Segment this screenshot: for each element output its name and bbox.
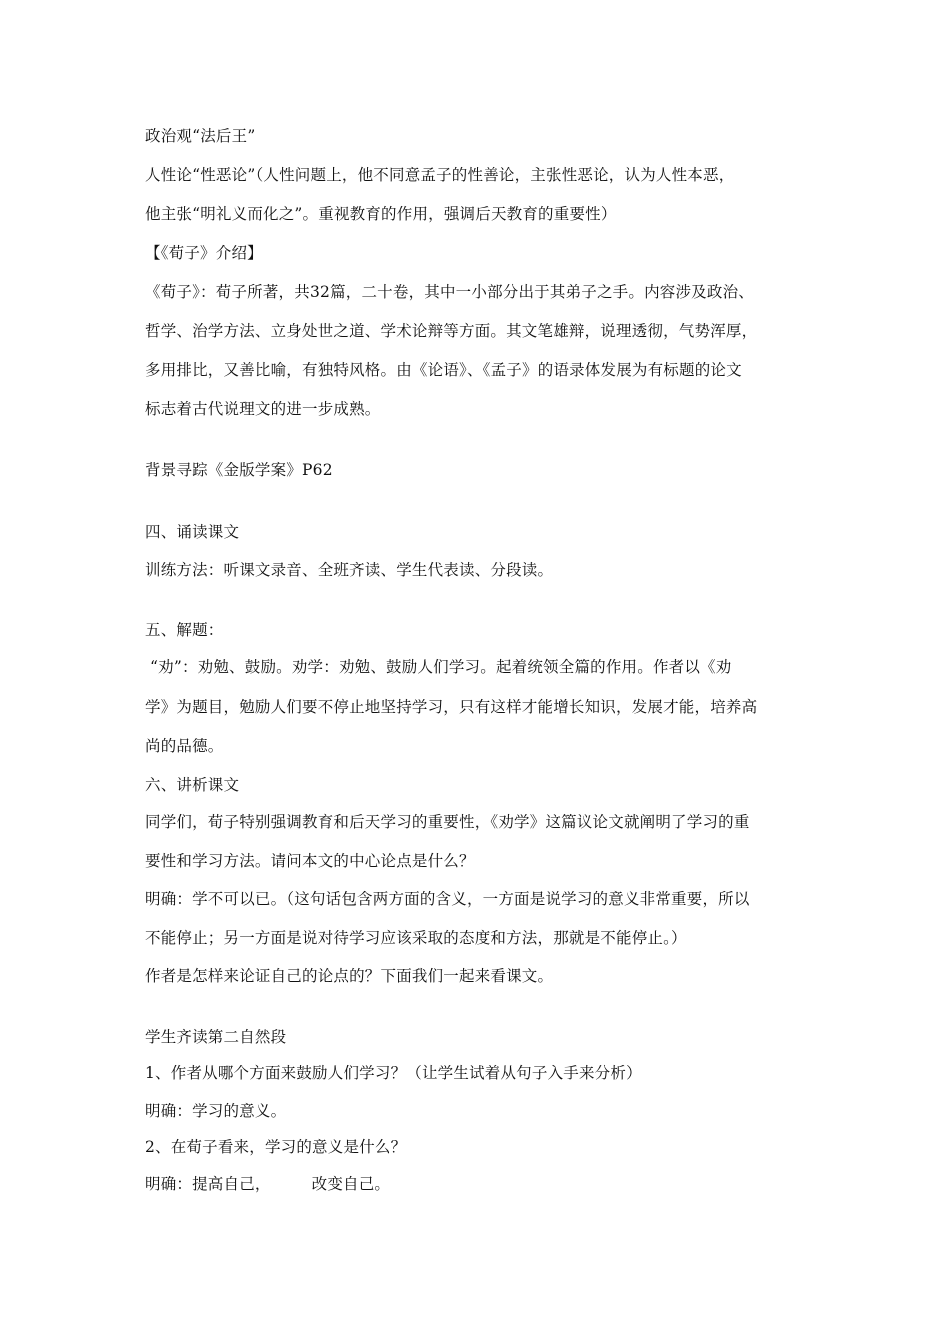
text-line-human-nature-cont: 他主张“明礼义而化之”。重视教育的作用，强调后天教育的重要性） xyxy=(145,205,617,223)
text-line-answer-q2: 明确：提高自己， 改变自己。 xyxy=(145,1175,391,1193)
text-line-question: 作者是怎样来论证自己的论点的？下面我们一起来看课文。 xyxy=(145,967,554,985)
text-line-xunzi-3: 多用排比，又善比喻，有独特风格。由《论语》、《孟子》的语录体发展为有标题的论文 xyxy=(145,361,742,379)
section-heading-recite: 四、诵读课文 xyxy=(145,523,240,541)
text-line-training-method: 训练方法：听课文录音、全班齐读、学生代表读、分段读。 xyxy=(145,561,554,579)
text-line-explain-2: 学》为题目，勉励人们要不停止地坚持学习，只有这样才能增长知识，发展才能，培养高 xyxy=(145,698,758,716)
text-line-answer-2: 不能停止；另一方面是说对待学习应该采取的态度和方法，那就是不能停止。） xyxy=(145,929,687,947)
text-line-xunzi-1: 《荀子》：荀子所著，共32篇，二十卷，其中一小部分出于其弟子之手。内容涉及政治、 xyxy=(145,283,754,301)
section-heading-analysis: 六、讲析课文 xyxy=(145,776,240,794)
text-line-question-1: 1、作者从哪个方面来鼓励人们学习？（让学生试着从句子入手来分析） xyxy=(145,1064,642,1082)
text-line-answer-1: 明确：学不可以已。（这句话包含两方面的含义，一方面是说学习的意义非常重要，所以 xyxy=(145,890,750,908)
text-line-question-2: 2、在荀子看来，学习的意义是什么？ xyxy=(145,1138,407,1156)
text-line-answer-q1: 明确：学习的意义。 xyxy=(145,1102,287,1120)
text-line-background: 背景寻踪《金版学案》P62 xyxy=(145,461,333,479)
text-line-read-para2: 学生齐读第二自然段 xyxy=(145,1028,287,1046)
section-heading-xunzi-intro: 【《荀子》介绍】 xyxy=(145,244,263,262)
text-line-xunzi-4: 标志着古代说理文的进一步成熟。 xyxy=(145,400,381,418)
text-line-analysis-1: 同学们，荀子特别强调教育和后天学习的重要性，《劝学》这篇议论文就阐明了学习的重 xyxy=(145,813,750,831)
text-line-analysis-2: 要性和学习方法。请问本文的中心论点是什么？ xyxy=(145,852,475,870)
text-line-xunzi-2: 哲学、治学方法、立身处世之道、学术论辩等方面。其文笔雄辩，说理透彻，气势浑厚， xyxy=(145,322,758,340)
text-line-political-view: 政治观“法后王” xyxy=(145,127,256,145)
text-line-explain-1: “劝”：劝勉、鼓励。劝学：劝勉、鼓励人们学习。起着统领全篇的作用。作者以《劝 xyxy=(150,658,732,676)
text-line-human-nature: 人性论“性恶论”（人性问题上，他不同意孟子的性善论，主张性恶论，认为人性本恶， xyxy=(145,166,735,184)
section-heading-title-explain: 五、解题： xyxy=(145,621,224,639)
text-line-explain-3: 尚的品德。 xyxy=(145,737,224,755)
